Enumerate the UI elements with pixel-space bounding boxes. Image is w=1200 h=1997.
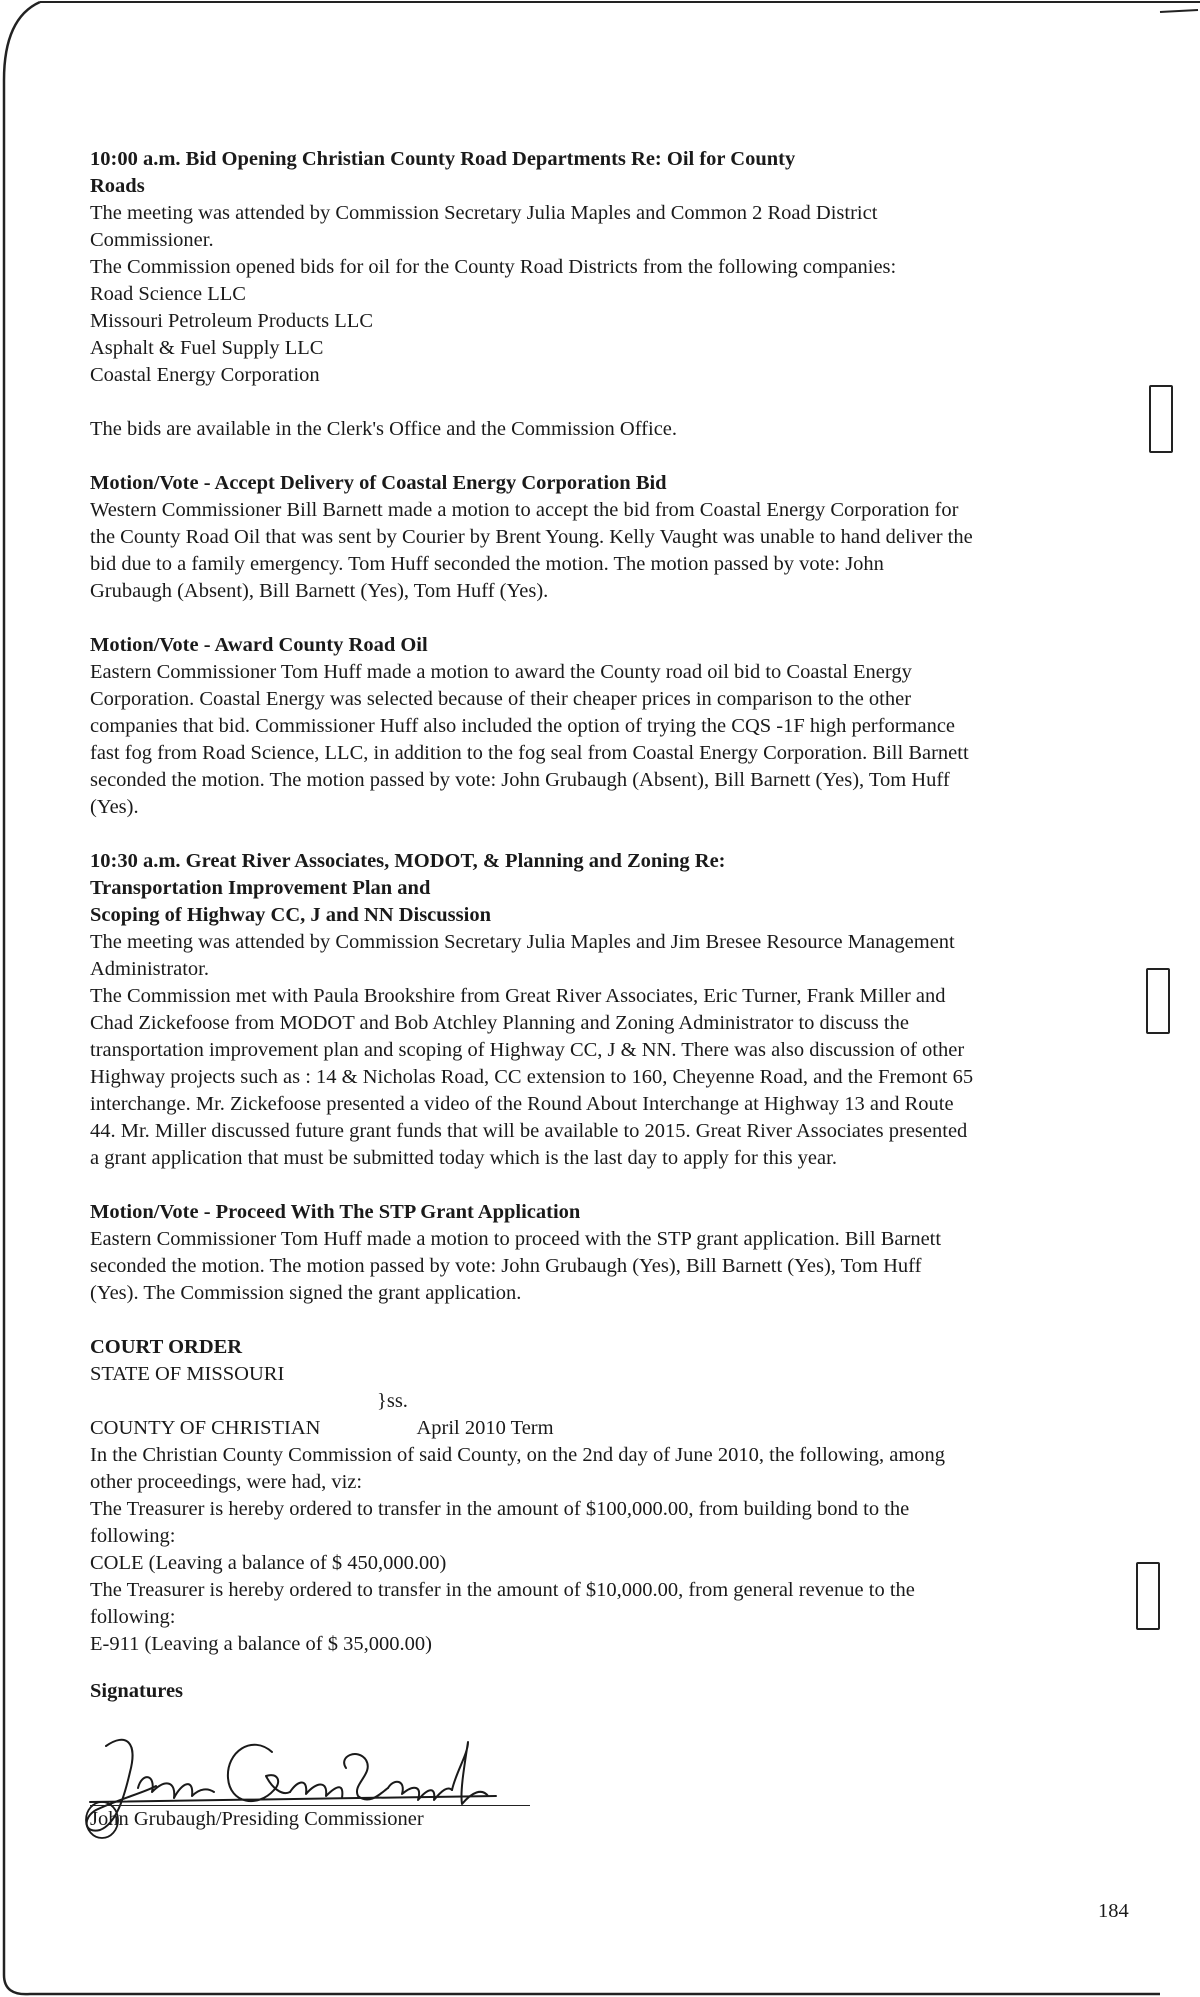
text-line: The meeting was attended by Commission Secretary Julia Maples and Jim Bresee Resource Management [90,931,955,953]
text-line: Eastern Commissioner Tom Huff made a motion to proceed with the STP grant application. Bill Barnett [90,1228,942,1250]
text-line: Chad Zickefoose from MODOT and Bob Atchley Planning and Zoning Administrator to discuss the [90,1012,909,1034]
text-line: 44. Mr. Miller discussed future grant funds that will be available to 2015. Great River Associates presented [90,1120,968,1142]
text-line: The Commission opened bids for oil for the County Road Districts from the following companies: [90,256,897,278]
signature-block [76,1712,556,1842]
bid-opening-heading-1: 10:00 a.m. Bid Opening Christian County Road Departments Re: Oil for County [90,148,796,170]
company-item: Missouri Petroleum Products LLC [90,310,374,332]
motion-stp-heading: Motion/Vote - Proceed With The STP Grant Application [90,1201,581,1223]
signatures-heading: Signatures [90,1680,184,1702]
text-line: Commissioner. [90,229,214,251]
text-line: (Yes). The Commission signed the grant application. [90,1282,522,1304]
bids-availability: The bids are available in the Clerk's Office and the Commission Office. [90,418,678,440]
margin-hole-mark [1136,1562,1160,1630]
text-line: a grant application that must be submitted today which is the last day to apply for this year. [90,1147,837,1169]
text-line: The Treasurer is hereby ordered to transfer in the amount of $100,000.00, from building bond to the [90,1498,910,1520]
text-line: The Commission met with Paula Brookshire from Great River Associates, Eric Turner, Frank Miller and [90,985,946,1007]
motion-award-heading: Motion/Vote - Award County Road Oil [90,634,428,656]
text-line: In the Christian County Commission of said County, on the 2nd day of June 2010, the following, among [90,1444,946,1466]
text-line: Grubaugh (Absent), Bill Barnett (Yes), Tom Huff (Yes). [90,580,549,602]
company-item: Asphalt & Fuel Supply LLC [90,337,324,359]
text-line: following: [90,1525,176,1547]
great-river-heading-2: Transportation Improvement Plan and [90,877,431,899]
company-item: Coastal Energy Corporation [90,364,320,386]
margin-hole-mark [1149,385,1173,453]
text-line: interchange. Mr. Zickefoose presented a video of the Round About Interchange at Highway 13 and Route [90,1093,954,1115]
text-line: seconded the motion. The motion passed by vote: John Grubaugh (Absent), Bill Barnett (Yes), Tom Huff [90,769,950,791]
court-order-term: April 2010 Term [416,1417,554,1439]
court-order-state: STATE OF MISSOURI [90,1363,285,1385]
text-line: following: [90,1606,176,1628]
text-line: Corporation. Coastal Energy was selected because of their cheaper prices in comparison to the other [90,688,912,710]
text-line: The meeting was attended by Commission Secretary Julia Maples and Common 2 Road District [90,202,878,224]
minutes-body [90,146,1120,1705]
court-order-county-line [90,1415,1120,1442]
page-number: 184 [1098,1900,1129,1922]
margin-hole-mark [1146,968,1170,1034]
text-line: Administrator. [90,958,210,980]
signature-caption: John Grubaugh/Presiding Commissioner [90,1808,424,1830]
text-line: (Yes). [90,796,139,818]
court-order-heading: COURT ORDER [90,1336,243,1358]
text-line: The Treasurer is hereby ordered to transfer in the amount of $10,000.00, from general revenue to the [90,1579,915,1601]
text-line: Highway projects such as : 14 & Nicholas Road, CC extension to 160, Cheyenne Road, and the Fremont 65 [90,1066,974,1088]
motion-accept-heading: Motion/Vote - Accept Delivery of Coastal Energy Corporation Bid [90,472,667,494]
text-line: seconded the motion. The motion passed by vote: John Grubaugh (Yes), Bill Barnett (Yes), Tom Huff [90,1255,922,1277]
great-river-heading-1: 10:30 a.m. Great River Associates, MODOT, & Planning and Zoning Re: [90,850,726,872]
text-line: companies that bid. Commissioner Huff also included the option of trying the CQS -1F high performance [90,715,956,737]
text-line: Western Commissioner Bill Barnett made a motion to accept the bid from Coastal Energy Corporation for [90,499,959,521]
text-line: Eastern Commissioner Tom Huff made a motion to award the County road oil bid to Coastal Energy [90,661,912,683]
company-item: Road Science LLC [90,283,246,305]
court-order-ss: }ss. [377,1390,408,1412]
text-line: E-911 (Leaving a balance of $ 35,000.00) [90,1633,432,1655]
bid-opening-heading-2: Roads [90,175,145,197]
signature-line [90,1805,530,1806]
text-line: bid due to a family emergency. Tom Huff seconded the motion. The motion passed by vote: John [90,553,884,575]
text-line: COLE (Leaving a balance of $ 450,000.00) [90,1552,447,1574]
text-line: the County Road Oil that was sent by Courier by Brent Young. Kelly Vaught was unable to hand deliver the [90,526,973,548]
text-line: transportation improvement plan and scoping of Highway CC, J & NN. There was also discussion of other [90,1039,965,1061]
great-river-heading-3: Scoping of Highway CC, J and NN Discussion [90,904,491,926]
court-order-county: COUNTY OF CHRISTIAN [90,1417,321,1439]
text-line: other proceedings, were had, viz: [90,1471,363,1493]
text-line: fast fog from Road Science, LLC, in addition to the fog seal from Coastal Energy Corporation. Bill Barnett [90,742,969,764]
